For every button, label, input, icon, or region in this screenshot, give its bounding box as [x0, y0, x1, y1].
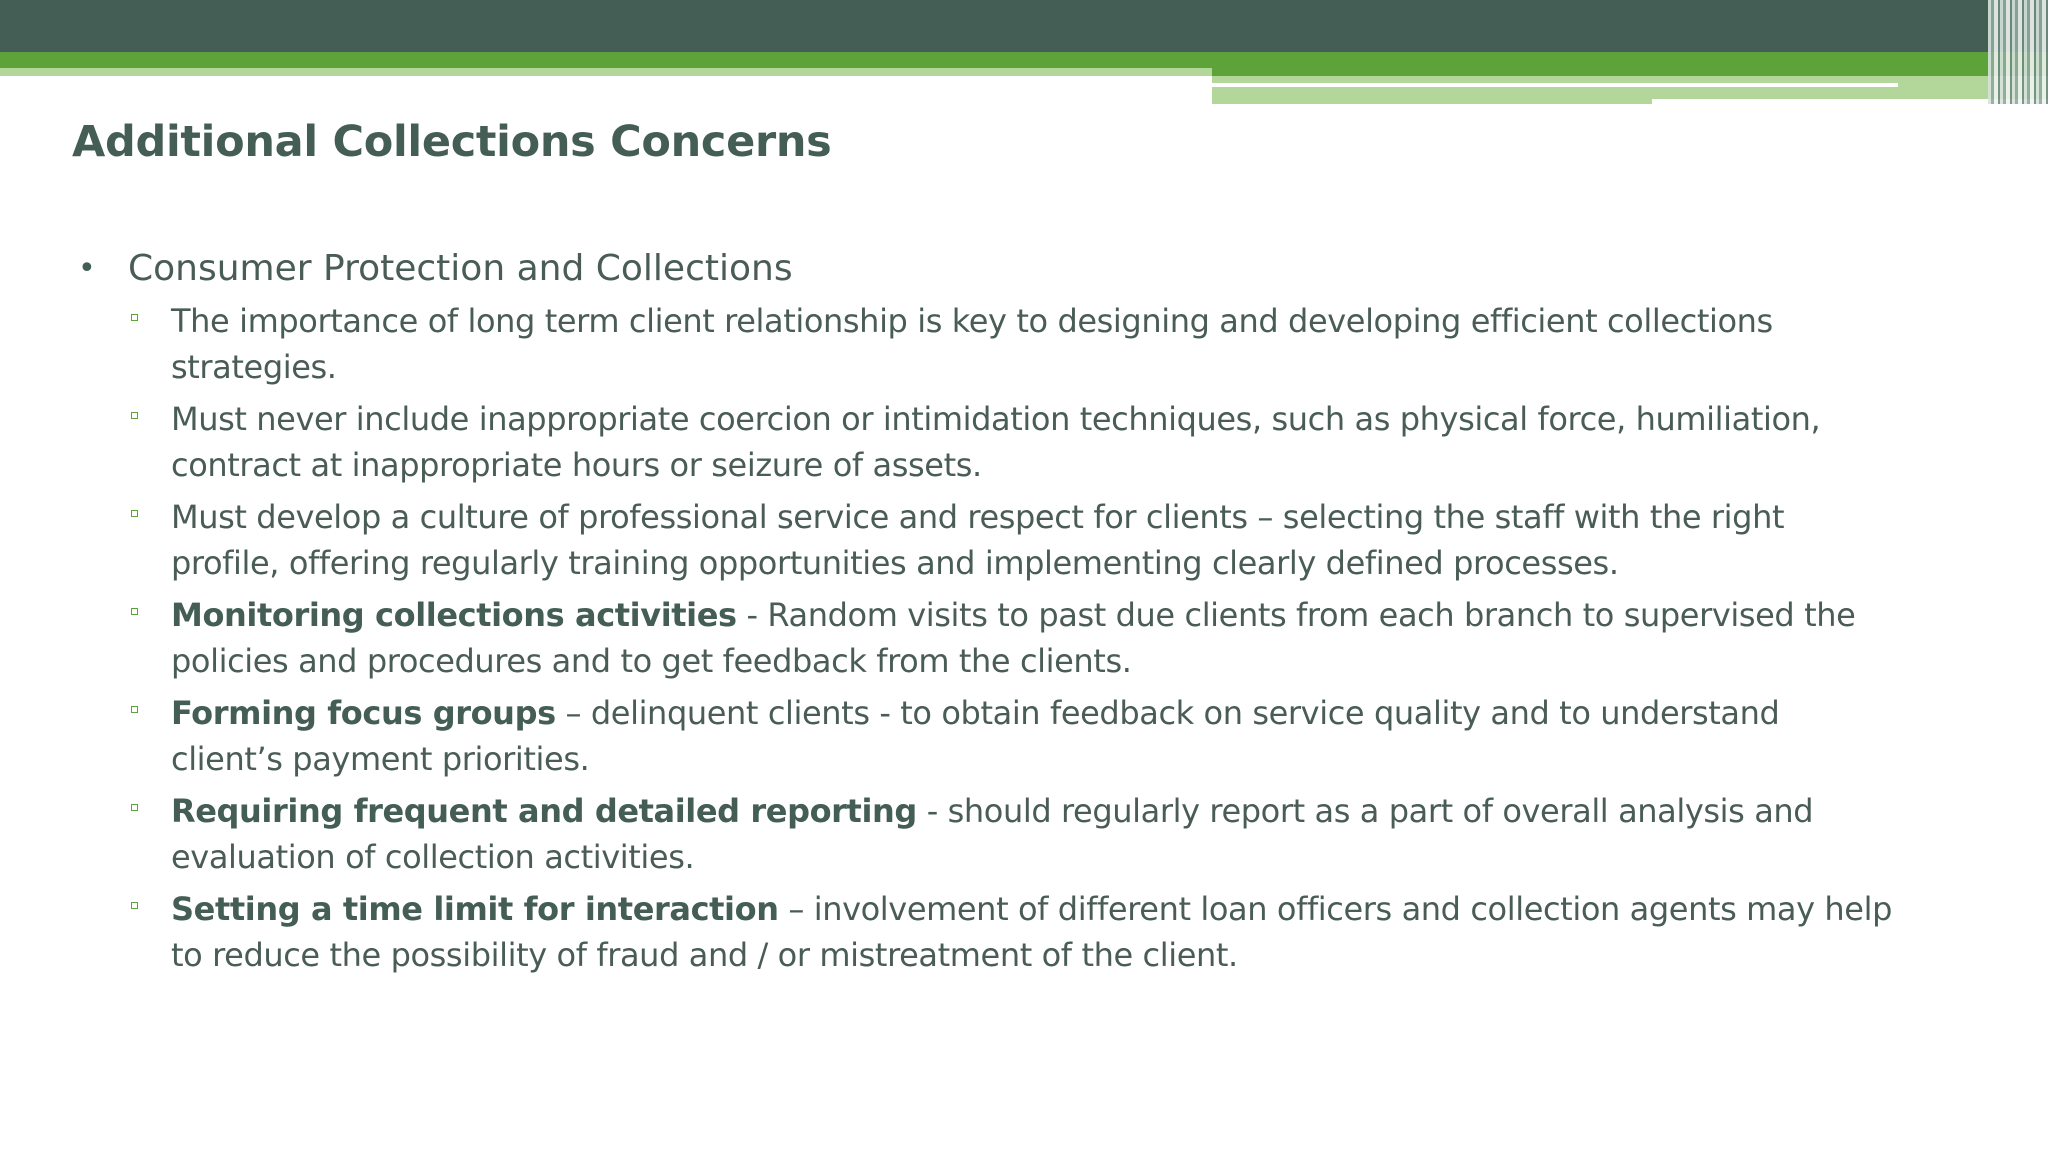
sub-bullet-text: – involvement of different loan officers and collection agents may help to reduce the possibility of fraud and / or mistreatment of the client. [171, 890, 1892, 974]
sub-bullet-text: Must develop a culture of professional service and respect for clients – selecting the staff with the right profile, offering regularly training opportunities and implementing clearly defined processes. [171, 498, 1785, 582]
sub-bullet-text: The importance of long term client relationship is key to designing and developing efficient collections strategies. [171, 302, 1773, 386]
header-white-line [1212, 83, 1898, 87]
bullet-square-icon [128, 788, 171, 834]
sub-bullet-text: - Random visits to past due clients from each branch to supervised the policies and procedures and to get feedback from the clients. [171, 596, 1856, 680]
sub-bullet [72, 396, 1892, 488]
slide-title: Additional Collections Concerns [72, 117, 832, 167]
bullet-dot-icon: • [78, 251, 96, 286]
main-bullet [72, 240, 1892, 298]
sub-bullet-bold: Monitoring collections activities [171, 596, 737, 634]
sub-bullet [72, 592, 1892, 684]
sub-bullet-text: Must never include inappropriate coercion or intimidation techniques, such as physical force, humiliation, contract at inappropriate hours or seizure of assets. [171, 400, 1821, 484]
header-pale-bar-left [0, 68, 1212, 76]
header-green-bar-left [0, 52, 1212, 68]
header-stripes-decoration [1988, 0, 2048, 104]
header-dark-bar [0, 0, 2048, 52]
sub-bullet [72, 788, 1892, 880]
bullet-square-icon [128, 886, 171, 932]
sub-bullet-bold: Setting a time limit for interaction [171, 890, 779, 928]
sub-bullet [72, 886, 1892, 978]
bullet-square-icon [128, 298, 171, 344]
bullet-square-icon [128, 494, 171, 540]
slide-content [72, 240, 1892, 984]
sub-bullet [72, 494, 1892, 586]
bullet-square-icon [128, 396, 171, 442]
header-green-bar-right [1212, 52, 2048, 76]
main-bullet-text: Consumer Protection and Collections [128, 248, 793, 289]
sub-bullet [72, 298, 1892, 390]
bullet-square-icon [128, 690, 171, 736]
sub-bullet [72, 690, 1892, 782]
sub-bullet-bold: Forming focus groups [171, 694, 556, 732]
sub-bullet-text: – delinquent clients - to obtain feedback on service quality and to understand client’s payment priorities. [171, 694, 1780, 778]
sub-bullet-text: - should regularly report as a part of overall analysis and evaluation of collection activities. [171, 792, 1814, 876]
bullet-square-icon [128, 592, 171, 638]
sub-bullet-bold: Requiring frequent and detailed reporting [171, 792, 917, 830]
